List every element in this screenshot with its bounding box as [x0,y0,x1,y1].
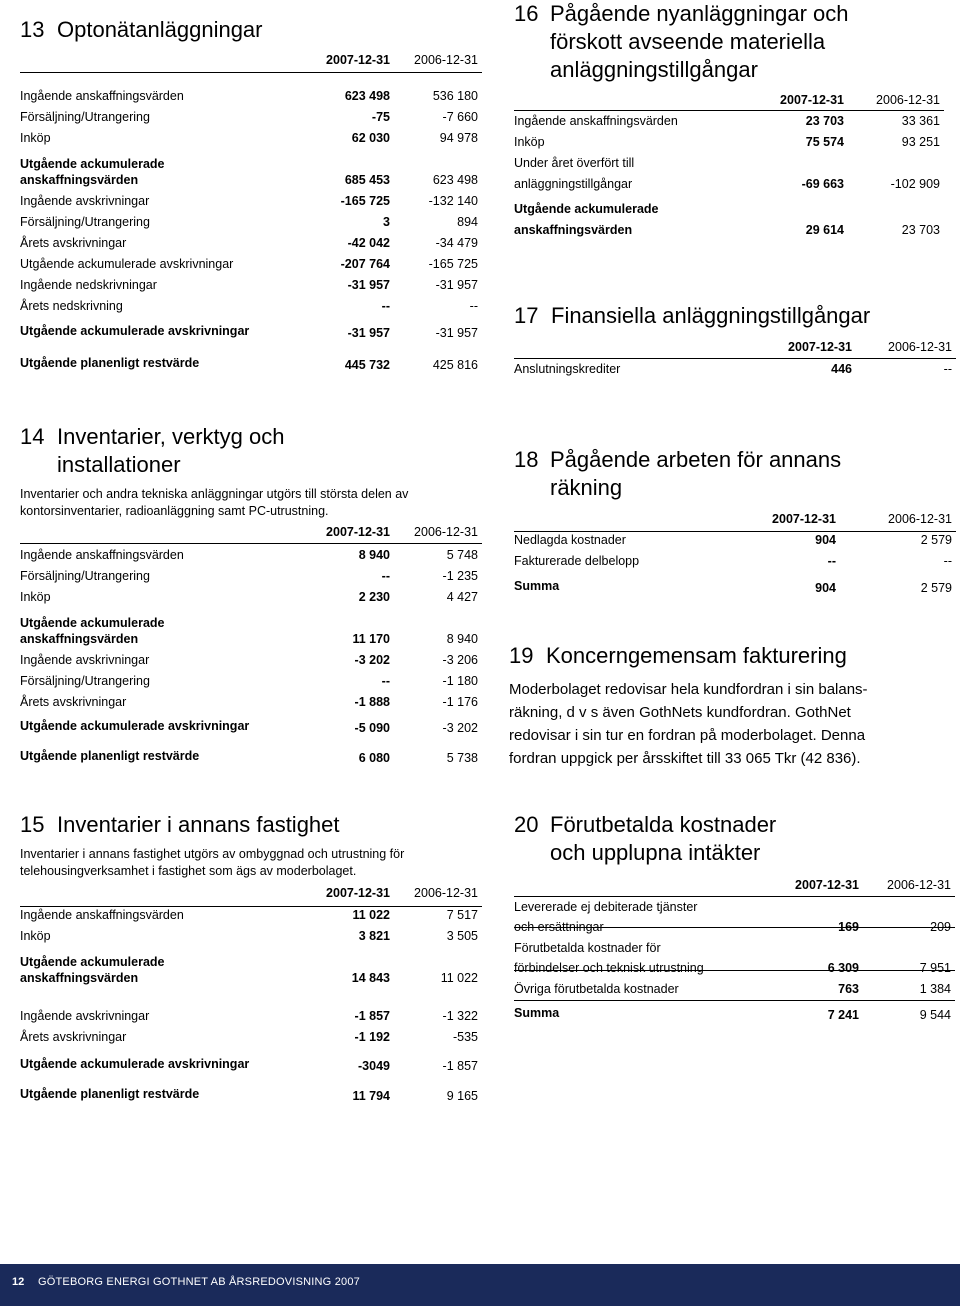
value-2007: -42 042 [347,236,390,250]
note-number: 17 [514,303,539,328]
column-headers [514,877,952,893]
value-2006: -31 957 [435,278,478,292]
row-label: Summa [514,1006,560,1020]
row-label: Förutbetalda kostnader för [514,941,661,955]
value-2006: -34 479 [435,236,478,250]
note-title-line: räkning [550,475,623,500]
value-2006: 3 505 [446,929,478,943]
row-label: Försäljning/Utrangering [20,569,150,583]
row-label: Ingående avskrivningar [20,194,150,208]
value-2007: -69 663 [801,177,844,191]
row-label: Övriga förutbetalda kostnader [514,982,679,996]
value-2006: -1 176 [442,695,478,709]
value-2007: -3049 [358,1059,390,1073]
row-label: Ingående anskaffningsvärden [514,114,678,128]
description-line: telehousingverksamhet i fastighet som ägs av moderbolaget. [20,864,357,878]
value-2007: -- [827,554,836,568]
row-label: Summa [514,579,560,593]
row-label: Årets avskrivningar [20,1030,127,1044]
value-2007: 904 [815,533,836,547]
value-2007: 29 614 [805,223,844,237]
value-2007: 11 170 [352,632,390,646]
row-label: Under året överfört till [514,156,635,170]
value-2007: -165 725 [340,194,390,208]
page-number: 12 [12,1276,25,1288]
value-2007: 623 498 [344,89,390,103]
value-2006: 209 [930,920,951,934]
row-label: anskaffningsvärden [20,632,139,646]
value-2006: 93 251 [901,135,940,149]
value-2007: 904 [815,581,836,595]
value-2006: 11 022 [440,971,478,985]
column-header-2007: 2007-12-31 [772,512,836,526]
note-description [20,846,460,880]
row-label: Försäljning/Utrangering [20,110,150,124]
value-2006: 23 703 [901,223,940,237]
value-2006: 7 951 [919,961,951,975]
column-headers [20,524,478,540]
column-header-2006: 2006-12-31 [414,525,478,539]
row-label: Utgående ackumulerade avskrivningar [20,1057,250,1071]
value-2006: 536 180 [432,89,478,103]
row-label: Inköp [20,590,51,604]
value-2007: 75 574 [805,135,844,149]
value-2006: 1 384 [919,982,951,996]
column-header-2007: 2007-12-31 [326,53,390,67]
value-2007: -75 [371,110,390,124]
description-line: fordran uppgick per årsskiftet till 33 065 Tkr (42 836). [509,750,861,767]
row-label: Utgående planenligt restvärde [20,749,200,763]
value-2006: -1 857 [442,1059,478,1073]
row-label: Utgående ackumulerade avskrivningar [20,719,250,733]
note-number: 19 [509,643,534,668]
value-2006: 9 165 [446,1089,478,1103]
column-header-2006: 2006-12-31 [414,53,478,67]
note-title-line: installationer [57,452,181,477]
note-title-line: Förutbetalda kostnader [550,812,777,837]
note-title-line: och upplupna intäkter [550,840,761,865]
row-label: Nedlagda kostnader [514,533,626,547]
value-2006: -3 206 [442,653,478,667]
column-header-2007: 2007-12-31 [780,93,844,107]
note-title-line: Finansiella anläggningstillgångar [551,303,871,328]
note-number: 13 [20,17,45,42]
row-label: Årets avskrivningar [20,695,127,709]
value-2006: 94 978 [439,131,478,145]
row-rule [514,1000,955,1001]
row-label: anskaffningsvärden [20,971,139,985]
value-2006: -- [469,299,478,313]
value-2007: -- [381,299,390,313]
value-2007: -1 888 [354,695,390,709]
value-2007: -31 957 [347,278,390,292]
row-label: Utgående ackumulerade [20,157,165,171]
note-title-line: Pågående nyanläggningar och [550,1,849,26]
value-2007: -5 090 [354,721,390,735]
value-2006: -1 180 [442,674,478,688]
value-2006: 623 498 [432,173,478,187]
row-label: förbindelser och teknisk utrustning [514,961,704,975]
row-label: Utgående ackumulerade [20,616,165,630]
note-description [509,678,949,770]
note-description [20,486,460,520]
value-2006: -1 235 [442,569,478,583]
description-line: Moderbolaget redovisar hela kundfordran i sin balans- [509,681,868,698]
value-2007: 3 821 [358,929,390,943]
row-rule [514,927,955,928]
value-2006: 8 940 [446,632,478,646]
value-2007: 6 080 [358,751,390,765]
value-2007: -1 192 [354,1030,390,1044]
note-title-line: Optonätanläggningar [57,17,263,42]
value-2007: -31 957 [347,326,390,340]
value-2007: 11 022 [352,908,390,922]
value-2006: 894 [457,215,478,229]
value-2006: 4 427 [446,590,478,604]
row-label: Utgående ackumulerade avskrivningar [20,324,250,338]
row-label: Ingående avskrivningar [20,1009,150,1023]
column-header-2006: 2006-12-31 [887,878,951,892]
row-label: Ingående nedskrivningar [20,278,157,292]
note-title-line: förskott avseende materiella [550,29,826,54]
value-2007: 23 703 [805,114,844,128]
value-2006: -31 957 [435,326,478,340]
row-label: Årets nedskrivning [20,299,123,313]
note-title-line: anläggningstillgångar [550,57,758,82]
note-title-line: Inventarier i annans fastighet [57,812,340,837]
value-2007: 685 453 [344,173,390,187]
column-header-2007: 2007-12-31 [326,525,390,539]
column-header-2007: 2007-12-31 [795,878,859,892]
value-2007: 2 230 [358,590,390,604]
row-label: Försäljning/Utrangering [20,674,150,688]
footer-text: GÖTEBORG ENERGI GOTHNET AB ÅRSREDOVISNING 2007 [38,1276,360,1288]
note-title-line: Koncerngemensam fakturering [546,643,847,668]
row-label: Inköp [20,131,51,145]
value-2007: 11 794 [352,1089,390,1103]
note-title-line: Pågående arbeten för annans [550,447,842,472]
note-title-line: Inventarier, verktyg och [57,424,285,449]
value-2007: -- [381,569,390,583]
row-label: Ingående anskaffningsvärden [20,89,184,103]
value-2006: -535 [452,1030,478,1044]
row-label: Utgående ackumulerade [514,202,659,216]
row-label: Utgående planenligt restvärde [20,1087,200,1101]
row-label: Ingående anskaffningsvärden [20,548,184,562]
column-header-2006: 2006-12-31 [888,512,952,526]
row-label: Årets avskrivningar [20,236,127,250]
column-header-2006: 2006-12-31 [888,340,952,354]
value-2006: -- [943,554,952,568]
note-number: 16 [514,1,539,26]
column-headers [514,92,946,108]
value-2006: -102 909 [890,177,940,191]
column-headers [514,339,952,355]
note-number: 18 [514,447,539,472]
value-2007: 6 309 [827,961,859,975]
value-2006: -- [943,362,952,376]
value-2007: 445 732 [344,358,390,372]
value-2007: 169 [838,920,859,934]
row-label: Ingående avskrivningar [20,653,150,667]
value-2006: 425 816 [432,358,478,372]
row-label: Utgående ackumulerade avskrivningar [20,257,234,271]
column-headers [514,511,952,527]
row-label: och ersättningar [514,920,604,934]
value-2007: -1 857 [354,1009,390,1023]
value-2006: -1 322 [442,1009,478,1023]
value-2007: 3 [383,215,390,229]
row-label: Utgående planenligt restvärde [20,356,200,370]
description-line: Inventarier i annans fastighet utgörs av ombyggnad och utrustning för [20,847,405,861]
column-headers [20,52,478,68]
value-2007: 8 940 [358,548,390,562]
page-footer [0,1264,960,1306]
description-line: Inventarier och andra tekniska anläggningar utgörs till största delen av [20,487,409,501]
description-line: redovisar i sin tur en fordran på moderbolaget. Denna [509,727,866,744]
column-header-2006: 2006-12-31 [414,886,478,900]
column-header-2007: 2007-12-31 [326,886,390,900]
value-2006: 7 517 [446,908,478,922]
row-label: Levererade ej debiterade tjänster [514,900,698,914]
value-2007: -- [381,674,390,688]
row-label: Försäljning/Utrangering [20,215,150,229]
value-2007: 763 [838,982,859,996]
note-number: 15 [20,812,45,837]
header-rule [514,110,944,111]
row-label: Utgående ackumulerade [20,955,165,969]
row-label: Ingående anskaffningsvärden [20,908,184,922]
header-rule [20,543,482,544]
value-2006: 5 748 [446,548,478,562]
row-rule [514,970,955,971]
description-line: kontorsinventarier, radioanläggning samt PC-utrustning. [20,504,329,518]
row-label: Inköp [514,135,545,149]
value-2007: -3 202 [354,653,390,667]
value-2007: 14 843 [351,971,390,985]
value-2007: 446 [831,362,852,376]
header-rule [20,72,482,73]
value-2006: 9 544 [919,1008,951,1022]
column-header-2006: 2006-12-31 [876,93,940,107]
row-label: Anslutningskrediter [514,362,621,376]
value-2006: 5 738 [446,751,478,765]
description-line: räkning, d v s även GothNets kundfordran. GothNet [509,704,851,721]
row-label: anläggningstillgångar [514,177,633,191]
header-rule [514,358,956,359]
row-label: Fakturerade delbelopp [514,554,640,568]
value-2006: -7 660 [442,110,478,124]
note-number: 14 [20,424,45,449]
header-rule [514,896,955,897]
value-2006: 2 579 [920,533,952,547]
value-2006: -132 140 [428,194,478,208]
row-label: anskaffningsvärden [20,173,139,187]
column-headers [20,885,478,901]
note-number: 20 [514,812,539,837]
column-header-2007: 2007-12-31 [788,340,852,354]
value-2006: 2 579 [920,581,952,595]
value-2007: -207 764 [340,257,390,271]
value-2006: -3 202 [442,721,478,735]
row-label: anskaffningsvärden [514,223,633,237]
value-2007: 62 030 [351,131,390,145]
value-2006: -165 725 [428,257,478,271]
value-2007: 7 241 [827,1008,859,1022]
value-2006: 33 361 [901,114,940,128]
row-label: Inköp [20,929,51,943]
